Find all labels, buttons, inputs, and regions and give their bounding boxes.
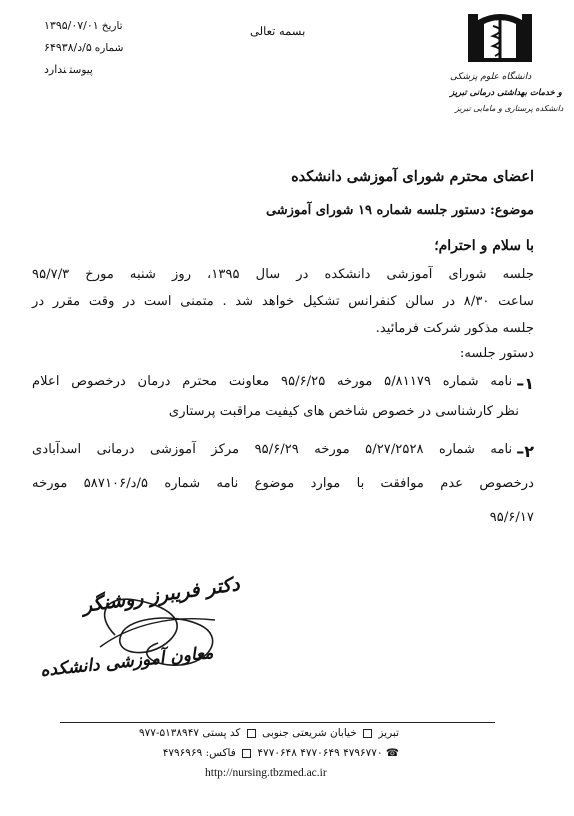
fax-label: فاکس: <box>205 747 236 759</box>
signer-title: معاون آموزشی دانشکده <box>39 642 215 682</box>
agenda-item-text: نظر کارشناسی در خصوص شاخص های کیفیت مراقبت پرستاری <box>168 404 519 419</box>
postal-code: ۵۱۳۸۹۴۷-۹۷۷ <box>139 727 199 739</box>
postal-label: کد پستی <box>202 727 241 739</box>
address-city: تبریز <box>378 727 399 739</box>
number-label: شماره <box>94 42 124 54</box>
footer-phones <box>163 747 399 759</box>
phone-fax-icon: ☎ <box>385 747 399 759</box>
separator-box-icon <box>363 729 372 738</box>
date-label: تاریخ <box>101 20 123 32</box>
fax-number: ۴۷۹۶۹۶۹ <box>162 747 203 759</box>
agenda-item-text: درخصوص عدم موافقت با موارد موضوع نامه شماره ۵/د/۵۸۷۱۰۶ مورخه <box>32 476 534 491</box>
subject: موضوع: دستور جلسه شماره ۱۹ شورای آموزشی <box>265 203 534 218</box>
attachment-label: پیوست <box>69 64 93 76</box>
greeting: با سلام و احترام؛ <box>434 238 534 254</box>
attachment-row <box>40 63 93 76</box>
date-value: ۱۳۹۵/۰۷/۰۱ <box>44 19 99 32</box>
org-name-line-1: دانشگاه علوم پزشکی <box>450 72 532 82</box>
agenda-item-number: ۲– <box>516 442 534 461</box>
separator-box-icon <box>247 729 256 738</box>
agenda-title: دستور جلسه: <box>459 346 534 361</box>
signer-name: دکتر فریبرز روشنگر <box>81 573 241 617</box>
number-value: ۵/د/۶۴۹۳۸ <box>44 41 92 54</box>
agenda-item-number: ۱– <box>516 374 534 393</box>
org-name-line-3: دانشکده پرستاری و مامایی تبریز <box>455 104 564 113</box>
paragraph-line: جلسه شورای آموزشی دانشکده در سال ۱۳۹۵، روز شنبه مورخ ۹۵/۷/۳ <box>32 267 534 282</box>
website-url: http://nursing.tbzmed.ac.ir <box>205 767 327 779</box>
footer-divider <box>60 722 495 723</box>
footer-address <box>139 727 399 739</box>
attachment-value: ندارد <box>44 63 67 76</box>
agenda-item-text: نامه شماره ۵/۲۷/۲۵۲۸ مورخه ۹۵/۶/۲۹ مرکز آموزشی درمانی اسدآبادی <box>32 442 513 457</box>
agenda-item-text: نامه شماره ۵/۸۱۱۷۹ مورخه ۹۵/۶/۲۵ معاونت محترم درمان درخصوص اعلام <box>32 374 513 389</box>
number-row <box>40 41 123 54</box>
paragraph-line: جلسه مذکور شرکت فرمائید. <box>375 321 534 336</box>
separator-box-icon <box>242 749 251 758</box>
agenda-item-text: ۹۵/۶/۱۷ <box>489 510 534 525</box>
org-name-line-2: و خدمات بهداشتی درمانی تبریز <box>450 88 562 98</box>
university-logo-icon <box>460 10 540 70</box>
paragraph-line: ساعت ۸/۳۰ در سالن کنفرانس تشکیل خواهد شد . متمنی است در وقت مقرر در <box>32 294 534 309</box>
date-row <box>40 19 123 32</box>
phone-numbers: ۴۷۹۶۷۷۰ ۴۷۷۰۶۴۹ ۴۷۷۰۶۴۸ <box>257 747 383 759</box>
salutation: اعضای محترم شورای آموزشی دانشکده <box>291 168 534 185</box>
handwritten-signature-icon <box>40 555 280 685</box>
address-street: خیابان شریعتی جنوبی <box>262 727 357 739</box>
basmala: بسمه تعالی <box>250 24 306 38</box>
